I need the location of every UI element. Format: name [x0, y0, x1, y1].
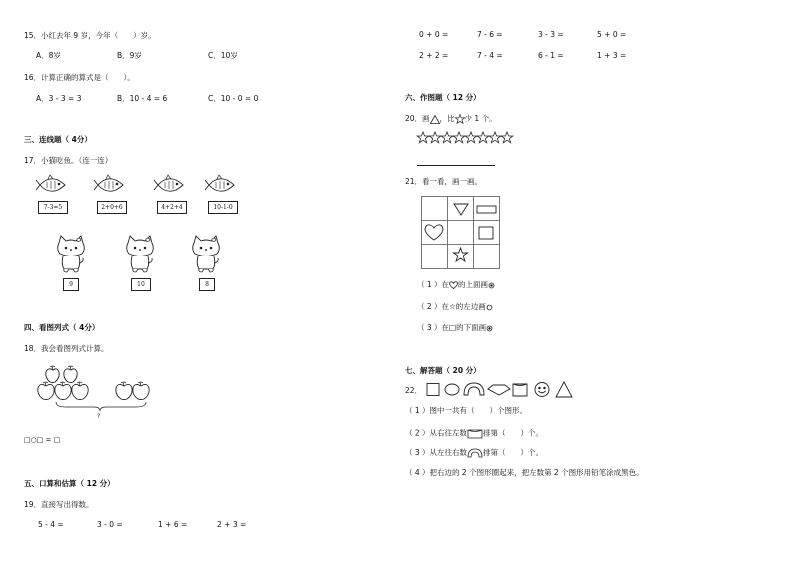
q15-option-a: A．8岁	[36, 51, 61, 60]
q16-option-b: B．10 - 4 = 6	[117, 94, 168, 103]
arch-icon	[467, 448, 483, 458]
filled-circle-icon	[486, 325, 493, 332]
q19-item-4: 2 + 3 =	[217, 520, 247, 529]
q22-sub3-a: （ 3 ）从左往右数	[405, 448, 468, 457]
q21-sub1	[417, 281, 495, 289]
section4-title: 四、看图列式（ 4分）	[24, 323, 100, 332]
diamond-shape	[488, 385, 510, 395]
fish-icon	[38, 175, 68, 195]
q21-sub2	[417, 303, 493, 311]
q21-sub3	[417, 324, 493, 332]
section6-title: 六、作图题（ 12 分）	[405, 93, 481, 102]
q15-option-c: C．10岁	[208, 51, 238, 60]
cylinder-shape	[513, 384, 527, 396]
q20-stars-row	[417, 131, 513, 145]
q16-option-a: A．3 - 3 = 3	[36, 94, 82, 103]
q15-option-b: B．9岁	[117, 51, 142, 60]
q19-item-3: 1 + 6 =	[158, 520, 188, 529]
cat-card-1: 9	[63, 278, 79, 291]
q20-answer-line	[417, 165, 495, 166]
heart-icon	[449, 281, 458, 289]
cylinder-icon	[467, 428, 483, 439]
q19-right-2-4: 1 + 3 =	[597, 51, 627, 60]
fish-card-2: 2+0+6	[97, 201, 127, 214]
q19-right-2-2: 7 - 4 =	[477, 51, 503, 60]
q19-right-1-3: 3 - 3 =	[538, 30, 564, 39]
q22-sub3	[405, 448, 543, 458]
q19-right-1-1: 0 + 0 =	[419, 30, 449, 39]
q18-text: 18．我会看图列式计算。	[24, 344, 109, 353]
q18-answer-boxes: □○□ = □	[24, 436, 61, 444]
q17-text: 17．小猫吃鱼。（连一连）	[24, 156, 113, 165]
q20-text	[405, 114, 497, 124]
cat-card-3: 8	[199, 278, 215, 291]
apples-picture	[36, 364, 156, 424]
q19-right-2-1: 2 + 2 =	[419, 51, 449, 60]
q21-grid	[421, 196, 501, 270]
q22-sub3-b: 排第（ ）个。	[483, 448, 544, 457]
fish-icon	[96, 175, 126, 195]
cat-icon	[190, 235, 222, 273]
q21-sub1-b: 的上面画	[458, 280, 489, 289]
q22-sub4: （ 4 ）把右边的 2 个图形圈起来，把左数第 2 个图形用铅笔涂成黑色。	[405, 468, 644, 477]
q18-question-mark: ?	[97, 413, 101, 420]
q21-sub2-a: （ 2 ）在☆的左边画	[417, 302, 486, 311]
q20-suffix: 少 1 个。	[464, 114, 497, 123]
q16-option-c: C．10 - 0 = 0	[208, 94, 259, 103]
q19-item-2: 3 - 0 =	[97, 520, 123, 529]
q22-sub2-b: 排第（ ）个。	[483, 428, 544, 438]
smiley-shape	[535, 383, 549, 397]
q21-sub3-a: （ 3 ）在□的下面画	[417, 323, 487, 332]
q19-text: 19．直接写出得数。	[24, 500, 94, 509]
q19-right-1-2: 7 - 6 =	[477, 30, 503, 39]
cat-icon	[124, 235, 156, 273]
section3-title: 三、连线题（ 4分）	[24, 135, 92, 144]
fish-card-4: 10-1-0	[208, 201, 238, 214]
cat-card-2: 10	[131, 278, 151, 291]
filled-circle-icon	[488, 282, 495, 289]
q22-prefix: 22．	[405, 386, 423, 395]
q19-right-1-4: 5 + 0 =	[597, 30, 627, 39]
fish-card-1: 7-3=5	[38, 201, 68, 214]
q21-text: 21．看一看，画一画。	[405, 177, 483, 186]
fish-card-3: 4+2+4	[157, 201, 187, 214]
q20-mid: ，比	[439, 114, 455, 123]
star-icon	[455, 114, 465, 124]
q22-sub1: （ 1 ）图中一共有（ ）个图形。	[405, 406, 528, 415]
q19-item-1: 5 - 4 =	[38, 520, 64, 529]
fish-icon	[156, 175, 186, 195]
q21-sub1-a: （ 1 ）在	[417, 280, 450, 289]
q19-right-2-3: 6 - 1 =	[538, 51, 564, 60]
q16-text: 16．计算正确的算式是（ ）。	[24, 73, 135, 82]
section5-title: 五、口算和估算（ 12 分）	[24, 479, 115, 488]
fish-icon	[207, 175, 237, 195]
q22-shapes-row	[426, 380, 576, 400]
square-shape	[427, 384, 439, 396]
small-circle-icon	[486, 304, 493, 311]
cat-icon	[55, 235, 87, 273]
triangle-shape	[556, 382, 572, 397]
q22-sub2	[405, 428, 543, 439]
q22-sub2-a: （ 2 ）从右往左数	[405, 428, 468, 438]
q15-text: 15．小红去年 9 岁，今年（ ）岁。	[24, 31, 156, 40]
oval-shape	[445, 384, 459, 395]
triangle-icon	[430, 115, 440, 124]
q20-prefix: 20．画	[405, 114, 430, 123]
section7-title: 七、解答题（ 20 分）	[405, 366, 481, 375]
arch-shape	[464, 383, 484, 395]
